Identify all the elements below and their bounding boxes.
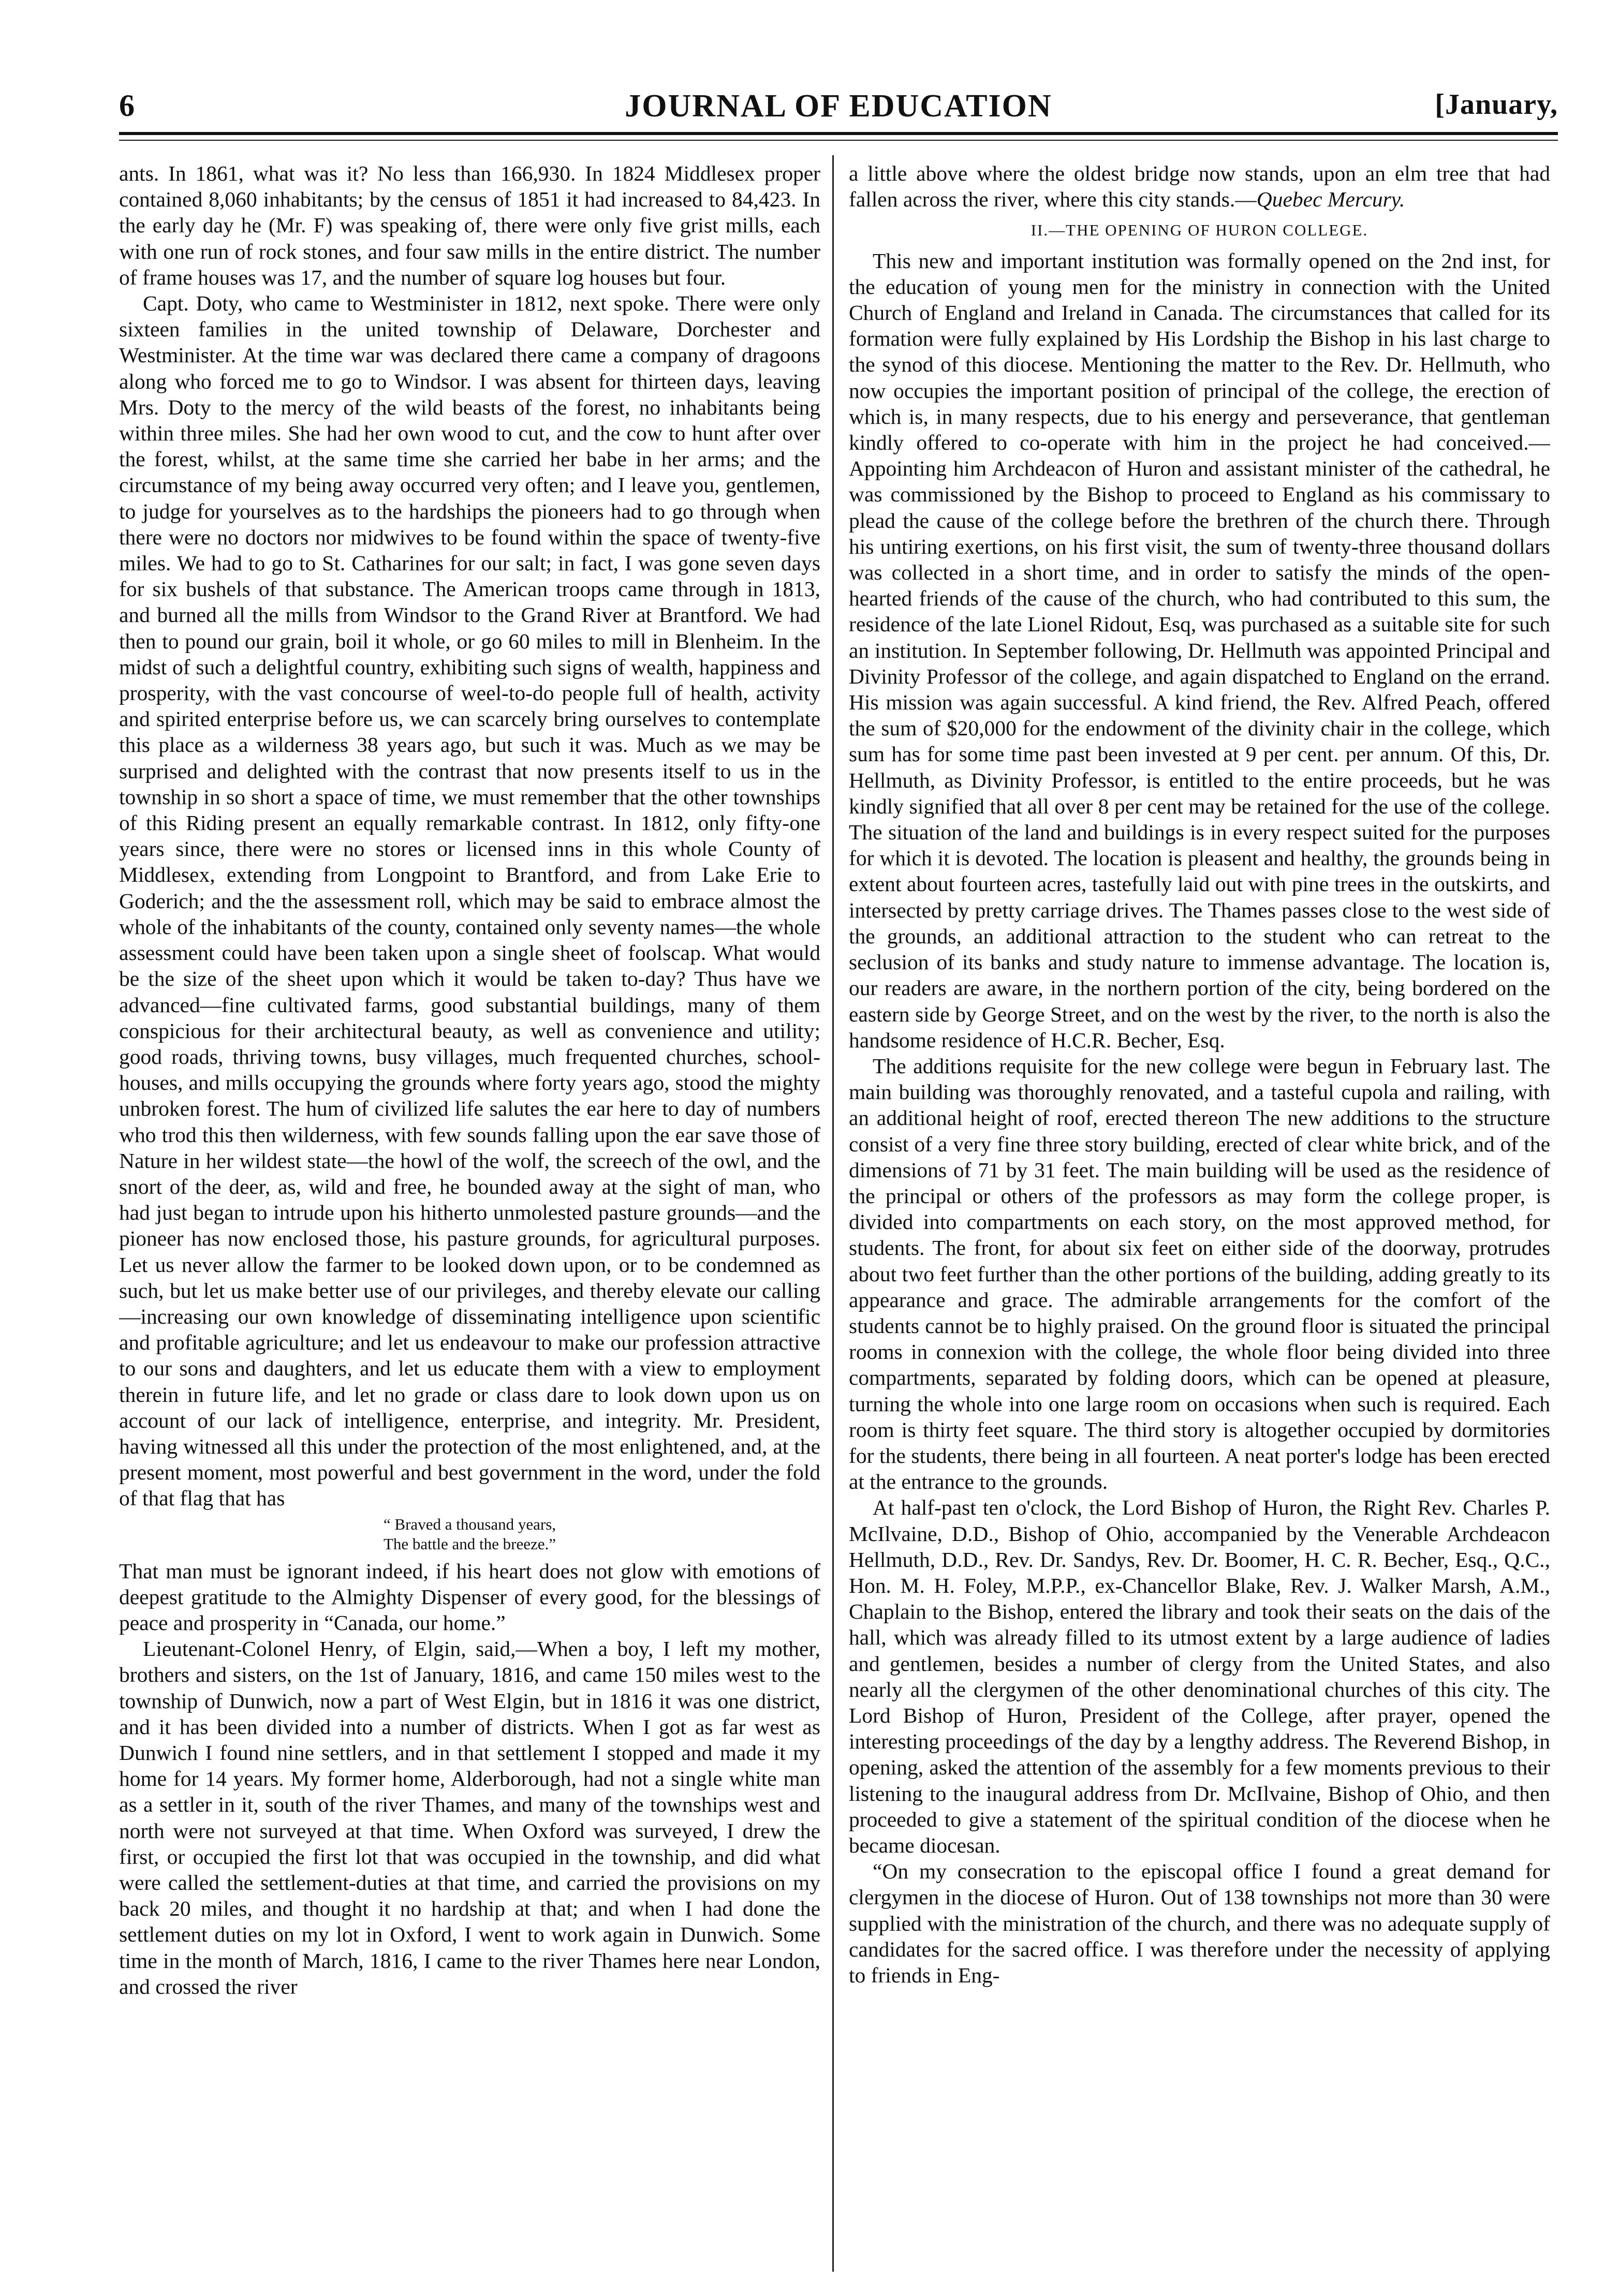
page-header xyxy=(119,88,1558,129)
verse-line: The battle and the breeze.” xyxy=(383,1534,556,1553)
section-heading: II.—THE OPENING OF HURON COLLEGE. xyxy=(1031,221,1368,240)
verse-line: “ Braved a thousand years, xyxy=(383,1515,556,1533)
page-number: 6 xyxy=(119,88,135,123)
left-column xyxy=(119,160,820,2272)
paragraph: “On my consecration to the episcopal office I found a great demand for clergymen in the diocese of Huron. Out of 138 townships not more than 30 were supplied with the ministration of the church, and there was no adequate supply of candidates for the sacred office. I was therefore under the necessity of applying to friends in Eng- xyxy=(849,1859,1550,1988)
journal-title: JOURNAL OF EDUCATION xyxy=(625,88,1052,124)
paragraph: That man must be ignorant indeed, if his heart does not glow with emotions of deepest gratitude to the Almighty Dispenser of every good, for the blessings of peace and prosperity in “Canada, our home.” xyxy=(119,1559,820,1635)
paragraph: The additions requisite for the new college were begun in February last. The main building was thoroughly renovated, and a tasteful cupola and railing, with an additional height of roof, erected thereon The new additions to the structure consist of a very fine three story building, erected of clear white brick, and of the dimensions of 71 by 31 feet. The main building will be used as the residence of the principal or others of the professors as may form the college proper, is divided into compartments on each story, on the most approved method, for students. The front, for about six feet on either side of the doorway, protrudes about two feet further than the other portions of the building, adding greatly to its appearance and grace. The admirable arrangements for the comfort of the students cannot be to highly praised. On the ground floor is situated the principal rooms in connexion with the college, the whole floor being divided into three compartments, separated by folding doors, which can be opened at pleasure, turning the whole into one large room on occasions when such is required. Each room is thirty feet square. The third story is altogether occupied by dormitories for the students, there being in all fourteen. A neat porter's lodge has been erected at the entrance to the grounds. xyxy=(849,1054,1550,1494)
header-rule-thick xyxy=(119,132,1558,135)
paragraph: Lieutenant-Colonel Henry, of Elgin, said,—When a boy, I left my mother, brothers and sisters, on the 1st of January, 1816, and came 150 miles west to the township of Dunwich, now a part of West Elgin, but in 1816 it was one district, and it has been divided into a number of districts. When I got as far west as Dunwich I found nine settlers, and in that settlement I stopped and made it my home for 14 years. My former home, Alderborough, had not a single white man as a settler in it, south of the river Thames, and many of the townships west and north were not surveyed at that time. When Oxford was surveyed, I drew the first, or occupied the first lot that was occupied in the township, and did what were called the settlement-duties at that time, and carried the provisions on my back 20 miles, and thought it no hardship at that; and when I had done the settlement duties on my lot in Oxford, I went to work again in Dunwich. Some time in the month of March, 1816, I came to the river Thames here near London, and crossed the river xyxy=(119,1637,820,1998)
paragraph: At half-past ten o'clock, the Lord Bishop of Huron, the Right Rev. Charles P. McIlvaine, D.D., Bishop of Ohio, accompanied by the Venerable Archdeacon Hellmuth, D.D., Rev. Dr. Sandys, Rev. Dr. Boomer, H. C. R. Becher, Esq., Q.C., Hon. M. H. Foley, M.P.P., ex-Chancellor Blake, Rev. J. Walker Marsh, A.M., Chaplain to the Bishop, entered the library and took their seats on the dais of the hall, which was already filled to its utmost extent by a large audience of ladies and gentlemen, besides a number of clergy from the United States, and also nearly all the clergymen of the other denominational churches of this city. The Lord Bishop of Huron, President of the College, after prayer, opened the interesting proceedings of the day by a lengthy address. The Reverend Bishop, in opening, asked the attention of the assembly for a few moments previous to their listening to the inaugural address from Dr. McIlvaine, Bishop of Ohio, and then proceeded to give a statement of the spiritual condition of the diocese when he became diocesan. xyxy=(849,1495,1550,1857)
header-rule-thin xyxy=(119,140,1558,141)
paragraph-text: a little above where the oldest bridge now stands, upon an elm tree that had fallen across the river, where this city stands.— xyxy=(849,161,1550,212)
source-citation: Quebec Mercury. xyxy=(1256,187,1405,212)
paragraph xyxy=(849,160,1550,212)
column-divider xyxy=(832,155,834,2272)
paragraph: This new and important institution was formally opened on the 2nd inst, for the education of young men for the ministry in connection with the United Church of England and Ireland in Canada. The circumstances that called for its formation were fully explained by His Lordship the Bishop in his last charge to the synod of this diocese. Mentioning the matter to the Rev. Dr. Hellmuth, who now occupies the important position of principal of the college, the erection of which is, in many respects, due to his energy and perseverance, that gentleman kindly offered to co-operate with him in the project he had conceived.—Appointing him Archdeacon of Huron and assistant minister of the cathedral, he was commissioned by the Bishop to proceed to England as his commissary to plead the cause of the college before the brethren of the church there. Through his untiring exertions, on his first visit, the sum of twenty-three thousand dollars was collected in a short time, and in order to satisfy the minds of the open-hearted friends of the cause of the church, who had contributed to this sum, the residence of the late Lionel Ridout, Esq, was purchased as a suitable site for such an institution. In September following, Dr. Hellmuth was appointed Principal and Divinity Professor of the college, and again dispatched to England on the errand. His mission was again successful. A kind friend, the Rev. Alfred Peach, offered the sum of $20,000 for the endowment of the divinity chair in the college, which sum has for some time past been invested at 9 per cent. per annum. Of this, Dr. Hellmuth, as Divinity Professor, is entitled to the entire proceeds, but he was kindly signified that all over 8 per cent may be retained for the use of the college. The situation of the land and buildings is in every respect suited for the purposes for which it is devoted. The location is pleasent and healthy, the grounds being in extent about fourteen acres, tastefully laid out with pine trees in the outskirts, and intersected by pretty carriage drives. The Thames passes close to the west side of the grounds, an additional attraction to the student who can retreat to the seclusion of its banks and study nature to immense advantage. The location is, our readers are aware, in the northern portion of the city, being bordered on the eastern side by George Street, and on the west by the river, to the north is also the handsome residence of H.C.R. Becher, Esq. xyxy=(849,248,1550,1052)
paragraph: ants. In 1861, what was it? No less than 166,930. In 1824 Middlesex proper contained 8,060 inhabitants; by the census of 1851 it had increased to 84,423. In the early day he (Mr. F) was speaking of, there were only five grist mills, each with one run of rock stones, and four saw mills in the entire district. The number of frame houses was 17, and the number of square log houses but four. xyxy=(119,161,820,289)
paragraph: Capt. Doty, who came to Westminister in 1812, next spoke. There were only sixteen families in the united township of Delaware, Dorchester and Westminister. At the time war was declared there came a company of dragoons along who forced me to go to Windsor. I was absent for thirteen days, leaving Mrs. Doty to the mercy of the wild beasts of the forest, no inhabitants being within three miles. She had her own wood to cut, and the cow to hunt after over the forest, whilst, at the same time she carried her babe in her arms; and the circumstance of my being away occurred very often; and I leave you, gentlemen, to judge for yourselves as to the hardships the pioneers had to go through when there were no doctors nor midwives to be found within the space of twenty-five miles. We had to go to St. Catharines for our salt; in fact, I was gone seven days for six bushels of that substance. The American troops came through in 1813, and burned all the mills from Windsor to the Grand River at Brantford. We had then to pound our grain, boil it whole, or go 60 miles to mill in Blenheim. In the midst of such a delightful country, exhibiting such signs of wealth, happiness and prosperity, with the vast concourse of weel-to-do people full of health, activity and spirited enterprise before us, we can scarcely bring ourselves to contemplate this place as a wilderness 38 years ago, but such it was. Much as we may be surprised and delighted with the contrast that now presents itself to us in the township in so short a space of time, we must remember that the other townships of this Riding present an equally remarkable contrast. In 1812, only fifty-one years since, there were no stores or licensed inns in this whole County of Middlesex, extending from Longpoint to Brantford, and from Lake Erie to Goderich; and the the assessment roll, which may be said to embrace almost the whole of the inhabitants of the county, contained only seventy names—the whole assessment could have been taken upon a single sheet of foolscap. What would be the size of the sheet upon which it would be taken to-day? Thus have we advanced—fine cultivated farms, good substantial buildings, many of them conspicious for their architectural beauty, as well as convenience and utility; good roads, thriving towns, busy villages, much frequented churches, school-houses, and mills occupying the grounds where forty years ago, stood the mighty unbroken forest. The hum of civilized life salutes the ear here to day of numbers who trod this then wilderness, with few sounds falling upon the ear save those of Nature in her wildest state—the howl of the wolf, the screech of the owl, and the snort of the deer, as, wild and free, he bounded away at the sight of man, who had just began to intrude upon his hitherto unmolested pasture grounds—and the pioneer has now enclosed those, his pasture grounds, for agricultural purposes. Let us never allow the farmer to be looked down upon, or to be condemned as such, but let us make better use of our privileges, and thereby elevate our calling—increasing our own knowledge of disseminating intelligence upon scientific and profitable agriculture; and let us endeavour to make our profession attractive to our sons and daughters, and let us educate them with a view to employment therein in future life, and let no grade or class dare to look down upon us on account of our lack of intelligence, enterprise, and integrity. Mr. President, having witnessed all this under the protection of the most enlightened, and, at the present moment, most powerful and best government in the word, under the fold of that flag that has xyxy=(119,291,820,1510)
verse-quote xyxy=(119,1515,820,1554)
right-column xyxy=(849,160,1550,2272)
issue-month: [January, xyxy=(1435,88,1558,121)
